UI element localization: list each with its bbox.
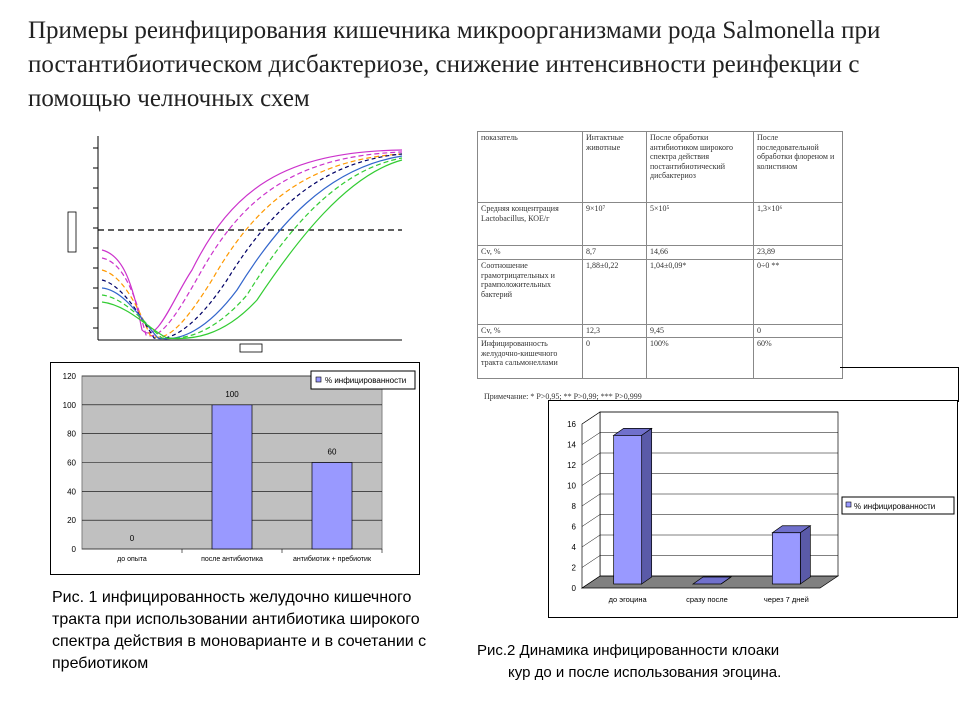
table-cell: 5×10⁵ (647, 203, 754, 246)
chart1-x-tick-label: антибиотик + пребиотик (292, 556, 372, 563)
table-cell: Cv, % (478, 325, 583, 338)
chart2-y-tick-label: 0 (571, 584, 576, 593)
chart2-x-tick-label: через 7 дней (763, 595, 809, 604)
chart2-legend (842, 497, 954, 514)
table-cell: 23,89 (754, 246, 843, 260)
chart-infection-cloaca (548, 400, 958, 618)
table-header-cell: показатель (478, 132, 583, 203)
chart2-y-tick-label: 12 (567, 461, 576, 470)
table-cell: 0 (754, 325, 843, 338)
chart2-bar-side (800, 526, 810, 584)
chart2-y-tick-label: 10 (567, 481, 576, 491)
chart2-y-tick-label: 16 (567, 420, 576, 429)
table-cell: 1,04±0,09* (647, 260, 754, 325)
table-cell: 100% (647, 338, 754, 379)
chart-infection-gi-tract (50, 362, 420, 575)
table-cell: 9×10⁷ (583, 203, 647, 246)
chart1-y-tick-label: 40 (67, 487, 76, 497)
chart1-legend-swatch (316, 377, 321, 382)
table-cell: 1,88±0,22 (583, 260, 647, 325)
chart1-y-tick-label: 80 (67, 429, 76, 439)
chart2-y-tick-label: 2 (571, 563, 576, 573)
chart1-data-label: 60 (327, 447, 337, 457)
growth-curves-image (62, 130, 407, 358)
table-cell: 0÷0 ** (754, 260, 843, 325)
table-cell: Инфицированность желудочно-кишечного тракта сальмонеллами (478, 338, 583, 379)
table-cell: 14,66 (647, 246, 754, 260)
chart2-legend-swatch (846, 502, 851, 507)
chart1-x-tick-label: до опыта (117, 556, 147, 563)
chart1-data-label: 100 (225, 389, 239, 399)
chart2-y-tick-label: 4 (571, 543, 576, 552)
table-cell: 9,45 (647, 325, 754, 338)
chart1-y-tick-label: 0 (71, 545, 76, 554)
chart2-y-tick-label: 8 (571, 502, 576, 511)
chart1-legend (311, 371, 415, 389)
table-cell: 1,3×10⁶ (754, 203, 843, 246)
results-table (477, 131, 843, 379)
chart1-y-tick-label: 60 (67, 458, 76, 468)
chart1-legend-label: % инфицированности (325, 376, 407, 385)
chart1-x-tick-label: после антибиотика (201, 556, 263, 563)
chart2-legend-label: % инфицированности (854, 502, 936, 511)
table-cell: Соотношение грамотрицательных и грамположительных бактерий (478, 260, 583, 325)
table-cell: 8,7 (583, 246, 647, 260)
slide-title: Примеры реинфицирования кишечника микроорганизмами рода Salmonella при постантибиотическом дисбактериозе, снижение интенсивности реинфекции с помощью челночных схем (28, 17, 881, 112)
chart2-bar (614, 435, 642, 584)
chart1-y-tick-label: 120 (62, 372, 76, 381)
chart2-bar-side (642, 428, 652, 584)
table-header-cell: Интактные животные (583, 132, 647, 203)
chart1-bar (312, 463, 352, 550)
table-header-cell: После последовательной обработки флореном и колистином (754, 132, 843, 203)
figure2-caption-line1: Рис.2 Динамика инфицированности клоаки (477, 642, 780, 659)
figure1-caption: Рис. 1 инфицированность желудочно кишечного тракта при использовании антибиотика широкого спектра действия в моноварианте и в сочетании с пребиотиком (52, 589, 427, 672)
chart1-y-tick-label: 100 (62, 400, 76, 410)
chart2-x-tick-label: сразу после (686, 595, 728, 604)
table-cell: 60% (754, 338, 843, 379)
chart1-y-tick-label: 20 (67, 516, 76, 526)
table-cell: 0 (583, 338, 647, 379)
chart2-x-tick-label: до эгоцина (608, 595, 647, 604)
chart2-y-tick-label: 6 (571, 522, 576, 532)
chart2-back-frame (840, 367, 959, 402)
table-cell: Cv, % (478, 246, 583, 260)
table-cell: 12,3 (583, 325, 647, 338)
chart1-data-label: 0 (129, 534, 135, 543)
chart2-bar (772, 533, 800, 584)
chart2-y-tick-label: 14 (567, 440, 576, 450)
chart1-bar (212, 405, 252, 549)
table-cell: Средняя концентрация Lactobacillus, КОЕ/г (478, 203, 583, 246)
table-note: Примечание: * P>0,95; ** P>0,99; *** P>0,999 (484, 392, 642, 401)
figure2-caption-line2: кур до и после использования эгоцина. (508, 664, 782, 681)
table-header-cell: После обработки антибиотиком широкого спектра действия постантибиотический дисбактериоз (647, 132, 754, 203)
